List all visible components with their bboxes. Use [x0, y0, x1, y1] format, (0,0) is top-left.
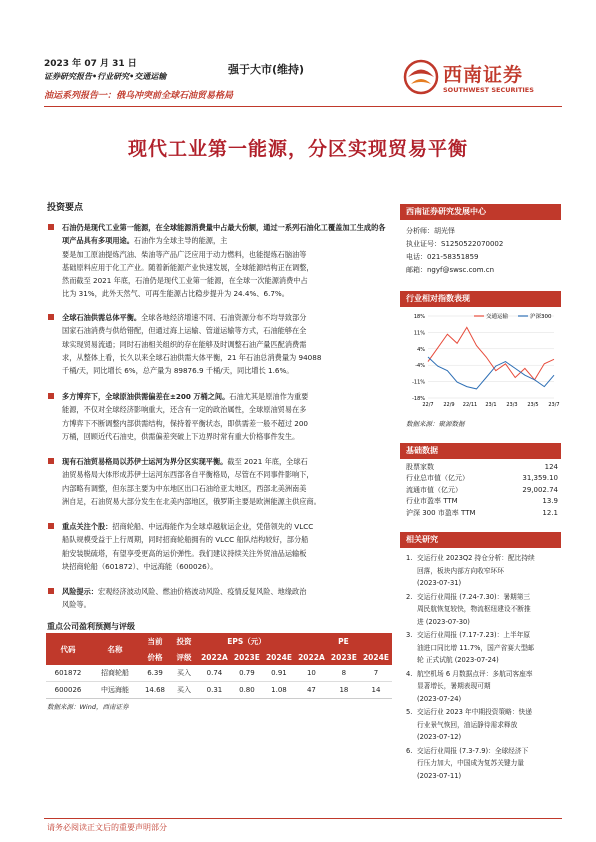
- paragraph-line: 然而截至 2021 年底，石油仍是现代工业第一能源，在全球一次能源消费中占: [62, 276, 308, 286]
- industry-rating: 强于大市(维持): [228, 63, 305, 76]
- report-date: 2023 年 07 月 31 日: [44, 59, 137, 69]
- related-report-number: 5.: [406, 708, 413, 716]
- paragraph-line: 块招商轮船（601872）、中远海能（600026）。: [62, 561, 218, 571]
- bullet-square-icon: [48, 523, 54, 529]
- col-price: 当前: [140, 633, 170, 649]
- paragraph-line: 截至 2021 年底，全球石: [227, 457, 308, 466]
- paragraph-line: 内部略有调整，但东部主要为中东地区出口石油给亚太地区，西部北美洲南美: [62, 483, 307, 493]
- x-tick-label: 22/11: [462, 402, 478, 408]
- summary-paragraph: [48, 585, 388, 612]
- cell: 招商轮船: [101, 669, 129, 677]
- related-report-number: 6.: [406, 746, 413, 755]
- related-report-number: 2.: [406, 592, 413, 601]
- cell: 1.08: [271, 686, 287, 694]
- fin-table-source: 数据来源：Wind，西南证券: [47, 703, 129, 711]
- paragraph-lead: 石油仍是现代工业第一能源，在全球能源消费量中占最大份额，通过一系列石油化工覆盖加工生成的各项产品具有多项用途。: [62, 223, 386, 246]
- basic-value: 29,002.74: [522, 485, 558, 494]
- col-year: 2022A: [295, 649, 328, 665]
- chart-x-ticks: [422, 402, 559, 408]
- paragraph-line: 千桶/天，同比增长 6%，总产量为 89876.9 千桶/天，同比增长 1.6%。: [62, 366, 294, 376]
- col-eps: EPS（元）: [198, 633, 295, 649]
- y-tick-label: -11%: [412, 379, 425, 386]
- related-report-number: 3.: [406, 631, 413, 639]
- logo-name-cn: 西南证券: [443, 64, 524, 86]
- col-name: 名称: [90, 633, 140, 665]
- analyst-license: 执业证号：S1250522070002: [406, 240, 504, 248]
- x-tick-label: 23/7: [548, 402, 560, 408]
- cell: 0.91: [271, 669, 287, 677]
- y-tick-label: 11%: [413, 330, 425, 337]
- paragraph-line: 宏观经济波动风险、燃油价格波动风险、疫情反复风险、地缘政治: [97, 587, 307, 596]
- col-code: 代码: [46, 633, 90, 665]
- chart-heading: 行业相对指数表现: [400, 291, 561, 307]
- bullet-square-icon: [48, 588, 54, 594]
- paragraph-line: 洲自足，石油贸易大部分发生在北美内部地区，俄罗斯主要是欧洲能源主供应商。: [62, 496, 321, 506]
- related-report-number: 1.: [406, 554, 413, 562]
- report-category: 证券研究报告•行业研究•交通运输: [44, 72, 167, 81]
- related-report-item[interactable]: [406, 552, 558, 590]
- related-report-line: (2023-07-24): [417, 694, 462, 703]
- related-report-item[interactable]: [406, 745, 558, 783]
- related-report-line: (2023-07-12): [417, 733, 462, 742]
- cell: 14: [371, 686, 381, 694]
- cell: 0.74: [206, 669, 223, 677]
- bullet-square-icon: [48, 393, 54, 399]
- col-year: 2022A: [198, 649, 231, 665]
- paragraph-line: 油贸易格局大体形成苏伊士运河东西部各自平衡格局，尽管在不同事件影响下，: [62, 470, 314, 480]
- cell: 0.80: [239, 686, 255, 694]
- chart-lines: [428, 327, 554, 389]
- analyst-phone: 电话：021-58351859: [406, 253, 479, 261]
- paragraph-line: 万桶，回顾近代石油史，供需偏差突破上下边界时常有重大价格事件发生。: [62, 431, 300, 441]
- related-report-item[interactable]: [406, 706, 558, 744]
- paragraph-line: 求，从整体上看，长久以来全球石油供需大体平衡，21 年石油总消费量为 94088: [62, 352, 322, 362]
- fin-table-title: 重点公司盈利预测与评级: [47, 622, 135, 631]
- related-report-item[interactable]: [406, 629, 558, 667]
- chart-source: 数据来源：聚源数据: [406, 420, 465, 428]
- col-year: 2024E: [263, 649, 295, 665]
- paragraph-line: 要是加工原油提炼汽油、柴油等产品广泛应用于动力燃料，也能提炼石脑油等: [62, 249, 307, 259]
- related-report-line: (2023-07-31): [417, 579, 462, 588]
- basic-data-heading: 基础数据: [400, 443, 561, 459]
- paragraph-lead: 风险提示：: [62, 587, 98, 596]
- fin-table: [46, 633, 392, 699]
- related-report-item[interactable]: [406, 591, 558, 629]
- paragraph-line: 比为 31%，此外天然气、可再生能源占比稳步提升为 24.4%、6.7%。: [62, 289, 289, 299]
- y-tick-label: 18%: [413, 314, 425, 320]
- basic-key: 行业总市值（亿元）: [406, 474, 469, 483]
- report-title: 现代工业第一能源，分区实现贸易平衡: [127, 138, 468, 160]
- table-header-row: [46, 633, 392, 649]
- paragraph-lead: 全球石油供需总体平衡。: [62, 313, 142, 322]
- paragraph-line: 石油尤其是原油作为重要: [229, 392, 309, 401]
- col-year: 2023E: [231, 649, 263, 665]
- analyst-info: [406, 225, 503, 277]
- related-report-line: 周民航恢复较快，物流枢纽建设不断推: [417, 605, 531, 614]
- basic-key: 股票家数: [406, 462, 434, 471]
- related-report-line: 回落，板块内部方向收窄环环: [417, 566, 504, 575]
- cell: 中远海能: [101, 686, 129, 694]
- paragraph-lead: 现有石油贸易格局以苏伊士运河为界分区实现平衡。: [62, 457, 228, 466]
- cell: 601872: [54, 669, 82, 677]
- paragraph-line: 船队规模受益于上行周期，同时招商轮船拥有的 VLCC 船队结构较好，部分船: [62, 535, 309, 545]
- related-report-line: 交运行业 2023 年中期投资策略：快递: [417, 708, 532, 716]
- related-report-line: 进 (2023-07-30): [417, 617, 470, 626]
- basic-key: 沪深 300 市盈率 TTM: [406, 508, 476, 517]
- related-report-line: 轮 正式试航 (2023-07-24): [417, 656, 499, 665]
- summary-heading: 投资要点: [47, 203, 84, 213]
- cell: 600026: [54, 686, 82, 694]
- summary-paragraph: [48, 520, 388, 573]
- table-row: [406, 461, 558, 473]
- cell: 47: [306, 686, 316, 694]
- paragraph-lead: 重点关注个股：: [62, 522, 113, 531]
- x-tick-label: 23/5: [527, 402, 539, 408]
- table-row: [406, 496, 558, 508]
- paragraph-line: 球实现贸易流通；同时石油相关组织的存在能够及时调整石油产量匹配消费需: [62, 339, 307, 349]
- legend-label: 沪深300: [530, 314, 552, 320]
- related-report-line: 交运行业周报 (7.17-7.23)：上半年原: [417, 631, 531, 639]
- basic-value: 31,359.10: [522, 474, 558, 483]
- summary-paragraph: [48, 390, 388, 443]
- basic-value: 13.9: [542, 497, 558, 506]
- cell: 0.79: [239, 669, 255, 677]
- paragraph-line: 国家石油消费与供给错配，但通过海上运输、管道运输等方式，石油能够在全: [62, 326, 307, 336]
- footer-divider: [44, 818, 562, 819]
- basic-data-table: [406, 461, 558, 519]
- related-report-line: (2023-07-11): [417, 771, 462, 780]
- x-tick-label: 23/3: [506, 402, 518, 408]
- col-year: 2024E: [360, 649, 392, 665]
- summary-paragraph: [48, 311, 388, 377]
- basic-value: 12.1: [542, 508, 558, 517]
- basic-key: 流通市值（亿元）: [406, 485, 462, 494]
- col-pe: PE: [295, 633, 392, 649]
- related-report-line: 交运行业 2023Q2 持仓分析：配比持续: [417, 554, 535, 562]
- table-row: [406, 507, 558, 519]
- paragraph-line: 风险等。: [62, 600, 91, 610]
- related-report-line: 油进口同比增 11.7%，国产省赛大型邮: [417, 643, 534, 652]
- related-heading: 相关研究: [400, 532, 561, 548]
- summary-paragraph: [48, 455, 388, 508]
- related-report-line: 行压力加大，中国成为复苏关键力量: [417, 759, 524, 768]
- table-row: [406, 473, 558, 485]
- col-rating-2: 评级: [170, 649, 198, 665]
- company-logo: [403, 58, 563, 100]
- legend-label: 交通运输: [486, 314, 509, 320]
- cell: 7: [373, 669, 379, 677]
- basic-key: 行业市盈率 TTM: [406, 497, 458, 506]
- table-row: [46, 665, 392, 682]
- cell: 10: [306, 669, 316, 677]
- paragraph-line: 全球各地经济增速不同、石油资源分布不均导致部分: [141, 313, 307, 322]
- bullet-square-icon: [48, 458, 54, 464]
- table-row: [406, 484, 558, 496]
- cell: 8: [341, 669, 347, 677]
- chart-y-ticks: [412, 314, 425, 402]
- paragraph-line: 舶安装脱硫塔，有望享受更高的运价弹性。我们建议持续关注外贸油品运输板: [62, 548, 307, 558]
- cell: 6.39: [147, 669, 163, 677]
- summary-paragraph: [48, 221, 388, 301]
- report-series: 油运系列报告一：俄乌冲突前全球石油贸易格局: [44, 91, 234, 101]
- footer-disclaimer[interactable]: 请务必阅读正文后的重要声明部分: [47, 823, 167, 832]
- cell: 18: [339, 686, 349, 694]
- related-report-line: 交运行业周报 (7.24-7.30)：暑期第三: [417, 592, 531, 601]
- x-tick-label: 22/7: [422, 402, 434, 408]
- paragraph-lead: 多方博弈下，全球原油供需偏差在±200 万桶之间。: [62, 392, 230, 401]
- x-tick-label: 22/9: [443, 402, 455, 408]
- paragraph-line: 能源，不仅对全球经济影响重大，还含有一定的政治属性，全球原油贸易在多: [62, 405, 307, 415]
- relative-index-chart: [404, 310, 562, 410]
- related-report-line: 航空机场 6 月数据点评：多航司客座率: [417, 669, 533, 678]
- related-report-line: 交运行业周报 (7.3-7.9)：全球经济下: [417, 746, 529, 755]
- header-divider: [44, 106, 562, 107]
- analyst-name: 分析师：胡光怿: [406, 227, 455, 235]
- cell: 0.31: [206, 686, 223, 694]
- basic-value: 124: [544, 462, 558, 471]
- bullet-square-icon: [48, 224, 54, 230]
- col-year: 2023E: [328, 649, 360, 665]
- y-tick-label: 4%: [417, 346, 425, 353]
- related-report-item[interactable]: [406, 668, 558, 706]
- related-report-line: 行业景气恢回，油运静待需求释放: [417, 720, 518, 729]
- y-tick-label: -4%: [415, 363, 425, 370]
- related-report-number: 4.: [406, 669, 413, 678]
- table-row: [46, 682, 392, 699]
- logo-emblem-icon: [403, 58, 439, 96]
- bullet-square-icon: [48, 314, 54, 320]
- paragraph-line: 基础原料应用于化工产业。随着新能源产业快速发展，全球能源结构正在调整，: [62, 262, 314, 272]
- analyst-email[interactable]: 邮箱：ngyf@swsc.com.cn: [406, 266, 495, 274]
- col-price-2: 价格: [140, 649, 170, 665]
- y-tick-label: -18%: [412, 396, 425, 402]
- paragraph-line: 方博弈下不断调整内部供需结构，保持着平衡状态，即供需差一般不超过 200: [62, 418, 309, 428]
- logo-name-en: SOUTHWEST SECURITIES: [443, 86, 534, 94]
- x-tick-label: 23/1: [485, 402, 497, 408]
- paragraph-line: 招商轮船、中远海能作为全球卓越航运企业，凭借领先的 VLCC: [112, 522, 314, 531]
- col-rating: 投资: [170, 633, 198, 649]
- paragraph-line: 石油作为全球主导的能源，主: [133, 236, 228, 246]
- team-heading: 西南证券研究发展中心: [400, 204, 561, 220]
- related-report-line: 显著增长，暑期表现可期: [417, 682, 491, 691]
- series-line: [428, 357, 554, 389]
- chart-grid: [428, 316, 554, 398]
- cell: 14.68: [144, 686, 166, 694]
- cell: 买入: [177, 669, 191, 677]
- cell: 买入: [177, 686, 191, 694]
